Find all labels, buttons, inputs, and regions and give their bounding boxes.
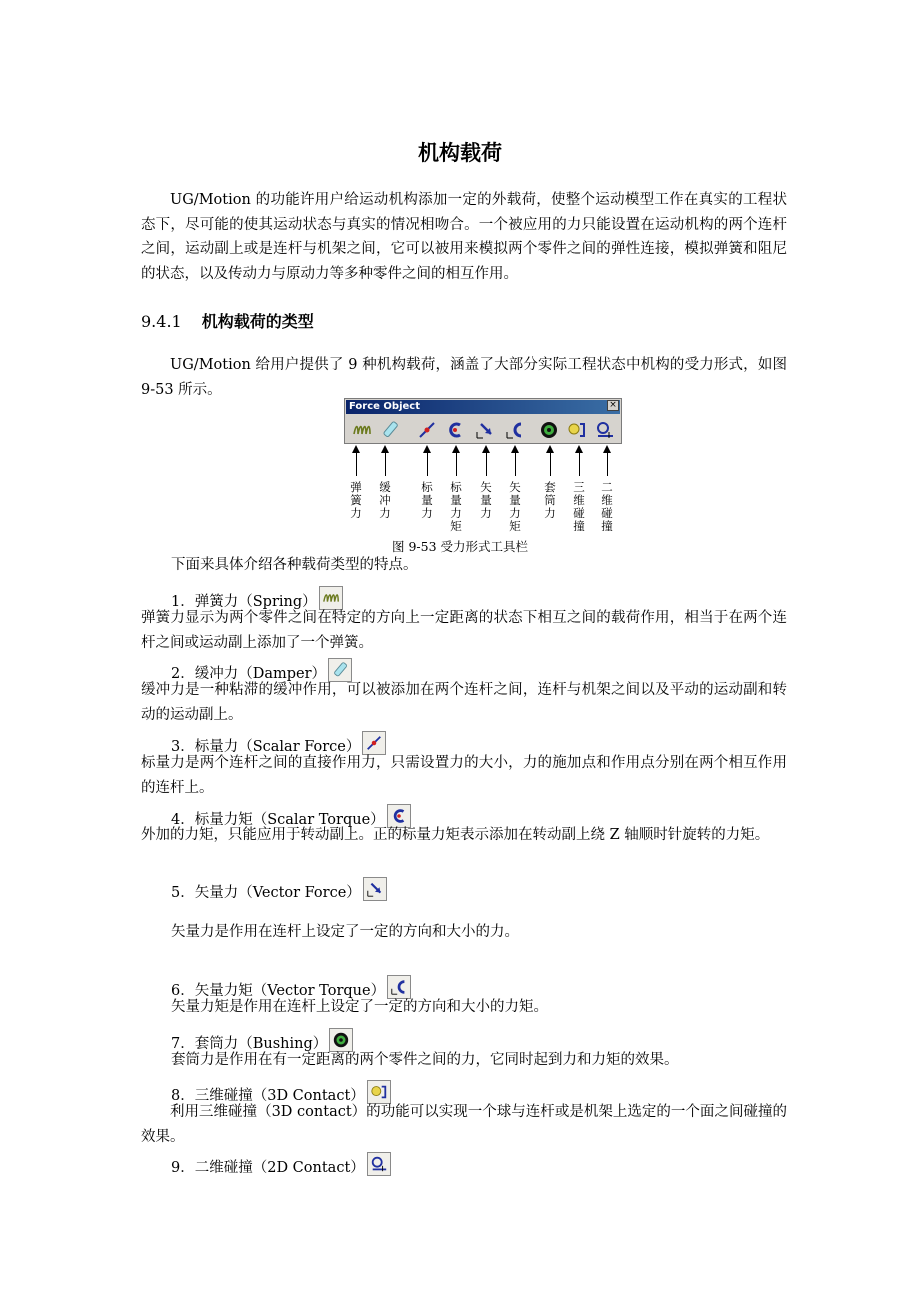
label-spring: 弹簧力 bbox=[350, 480, 362, 520]
contact-2d-icon bbox=[367, 1152, 391, 1176]
close-icon[interactable]: × bbox=[607, 400, 619, 411]
leader-line bbox=[356, 452, 357, 476]
leader-line bbox=[579, 452, 580, 476]
intro-paragraph: UG/Motion 的功能许用户给运动机构添加一定的外载荷，使整个运动模型工作在真实的工程状态下，尽可能的使其运动状态与真实的情况相吻合。一个被应用的力只能设置在运动机构的两个连杆之间，运动副上或是连杆与机架之间，它可以被用来模拟两个零件之间的弹性连接，模拟弹簧和阻尼的状态，以及传动力与原动力等多种零件之间的相互作用。 bbox=[141, 192, 787, 282]
label-damper: 缓冲力 bbox=[379, 480, 391, 520]
leader-line bbox=[486, 452, 487, 476]
bushing-icon[interactable] bbox=[537, 418, 561, 442]
item-body-bushing: 套筒力是作用在有一定距离的两个零件之间的力，它同时起到力和力矩的效果。 bbox=[171, 1052, 679, 1068]
lead-text: 下面来具体介绍各种载荷类型的特点。 bbox=[171, 557, 418, 573]
leader-line bbox=[515, 452, 516, 476]
leader-arrowhead bbox=[603, 445, 611, 453]
leader-arrowhead bbox=[423, 445, 431, 453]
leader-line bbox=[385, 452, 386, 476]
toolbar-title: Force Object bbox=[346, 400, 620, 414]
spring-icon[interactable] bbox=[350, 418, 374, 442]
vector-force-icon bbox=[363, 877, 387, 901]
item-body-contact-3d: 利用三维碰撞（3D contact）的功能可以实现一个球与连杆或是机架上选定的一个面之间碰撞的效果。 bbox=[141, 1104, 787, 1145]
item-heading-spring: 1．弹簧力（Spring） bbox=[171, 586, 343, 612]
section-title: 机构载荷的类型 bbox=[201, 312, 314, 331]
leader-line bbox=[427, 452, 428, 476]
contact-2d-icon[interactable] bbox=[593, 418, 617, 442]
item-heading-damper: 2．缓冲力（Damper） bbox=[171, 658, 352, 684]
item-heading-bushing: 7．套筒力（Bushing） bbox=[171, 1028, 353, 1054]
label-contact-3d: 三维碰撞 bbox=[573, 480, 585, 533]
item-body-scalar-torque: 外加的力矩，只能应用于转动副上。正的标量力矩表示添加在转动副上绕 Z 轴顺时针旋转的力矩。 bbox=[141, 827, 770, 843]
leader-arrowhead bbox=[452, 445, 460, 453]
label-scalar-torque: 标量力矩 bbox=[450, 480, 462, 533]
scalar-torque-icon[interactable] bbox=[443, 418, 467, 442]
leader-arrowhead bbox=[575, 445, 583, 453]
item-heading-scalar-force: 3．标量力（Scalar Force） bbox=[171, 731, 386, 757]
label-scalar-force: 标量力 bbox=[421, 480, 433, 520]
leader-arrowhead bbox=[352, 445, 360, 453]
leader-arrowhead bbox=[482, 445, 490, 453]
item-body-scalar-force: 标量力是两个连杆之间的直接作用力，只需设置力的大小，力的施加点和作用点分别在两个相互作用的连杆上。 bbox=[141, 755, 787, 796]
leader-arrowhead bbox=[546, 445, 554, 453]
item-heading-contact-3d: 8．三维碰撞（3D Contact） bbox=[171, 1080, 391, 1106]
label-vector-force: 矢量力 bbox=[480, 480, 492, 520]
item-body-spring: 弹簧力显示为两个零件之间在特定的方向上一定距离的状态下相互之间的载荷作用，相当于在两个连杆之间或运动副上添加了一个弹簧。 bbox=[141, 610, 787, 651]
vector-torque-icon[interactable] bbox=[503, 418, 527, 442]
figure-caption: 图 9-53 受力形式工具栏 bbox=[391, 539, 529, 554]
item-heading-vector-force: 5．矢量力（Vector Force） bbox=[171, 877, 387, 903]
force-object-toolbar bbox=[344, 398, 622, 444]
leader-line bbox=[456, 452, 457, 476]
item-heading-contact-2d: 9．二维碰撞（2D Contact） bbox=[171, 1152, 391, 1178]
item-heading-scalar-torque: 4．标量力矩（Scalar Torque） bbox=[171, 804, 411, 830]
label-contact-2d: 二维碰撞 bbox=[601, 480, 613, 533]
item-body-damper: 缓冲力是一种粘滞的缓冲作用，可以被添加在两个连杆之间，连杆与机架之间以及平动的运动副和转动的运动副上。 bbox=[141, 682, 787, 723]
label-bushing: 套筒力 bbox=[544, 480, 556, 520]
vector-force-icon[interactable] bbox=[473, 418, 497, 442]
page-title: 机构载荷 bbox=[418, 141, 502, 165]
item-heading-vector-torque: 6．矢量力矩（Vector Torque） bbox=[171, 975, 411, 1001]
contact-3d-icon[interactable] bbox=[565, 418, 589, 442]
section-intro: UG/Motion 给用户提供了 9 种机构载荷，涵盖了大部分实际工程状态中机构的受力形式，如图 9-53 所示。 bbox=[141, 357, 787, 398]
scalar-force-icon[interactable] bbox=[415, 418, 439, 442]
damper-icon[interactable] bbox=[378, 418, 402, 442]
section-number: 9.4.1 bbox=[141, 312, 182, 331]
leader-arrowhead bbox=[511, 445, 519, 453]
leader-line bbox=[607, 452, 608, 476]
leader-line bbox=[550, 452, 551, 476]
label-vector-torque: 矢量力矩 bbox=[509, 480, 521, 533]
item-body-vector-torque: 矢量力矩是作用在连杆上设定了一定的方向和大小的力矩。 bbox=[171, 999, 548, 1015]
section-heading bbox=[141, 309, 314, 332]
leader-arrowhead bbox=[381, 445, 389, 453]
item-body-vector-force: 矢量力是作用在连杆上设定了一定的方向和大小的力。 bbox=[171, 924, 519, 940]
